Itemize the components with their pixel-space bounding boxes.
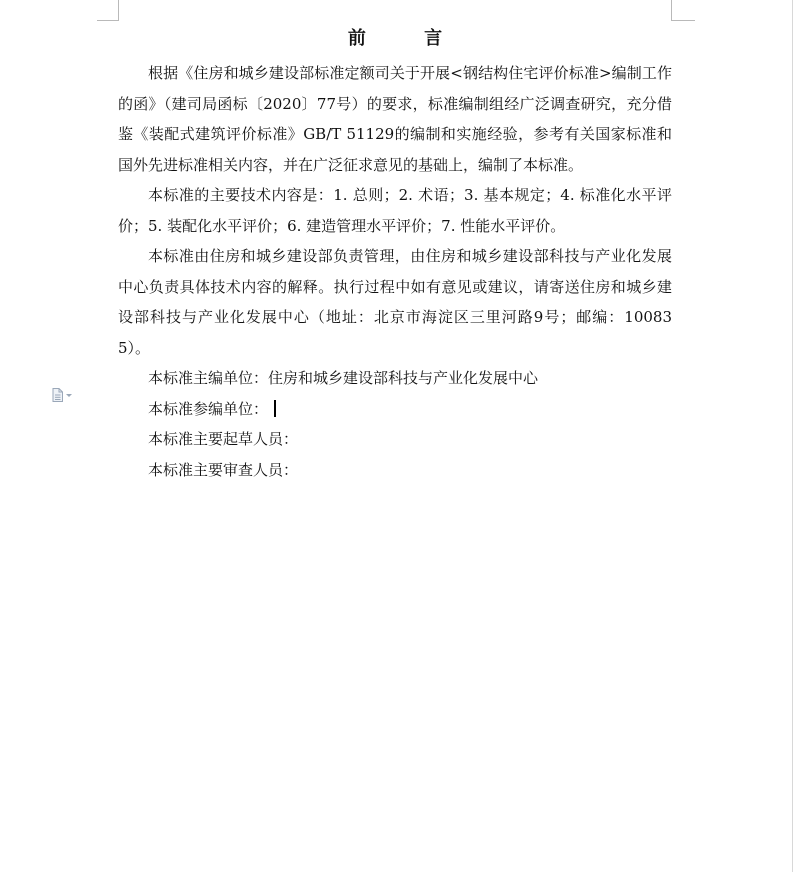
paragraph-participating-units bbox=[118, 394, 672, 425]
crop-mark-top-left-horizontal bbox=[97, 20, 119, 21]
document-body[interactable] bbox=[118, 22, 672, 485]
paragraph-reviewers: 本标准主要审查人员： bbox=[148, 460, 299, 479]
text-cursor bbox=[274, 400, 276, 417]
participating-units-label: 本标准参编单位： bbox=[148, 399, 269, 418]
chevron-down-icon bbox=[66, 394, 72, 397]
crop-mark-top-right-horizontal bbox=[671, 20, 695, 21]
document-icon bbox=[52, 388, 63, 402]
paragraph-menu-button[interactable] bbox=[52, 388, 72, 402]
paragraph-drafters: 本标准主要起草人员： bbox=[148, 430, 299, 448]
paragraph-basis: 根据《住房和城乡建设部标准定额司关于开展<钢结构住宅评价标准>编制工作的函》（建司局函标〔2020〕77号）的要求，标准编制组经广泛调查研究，充分借鉴《装配式建筑评价标准》GB/T 51129的编制和实施经验，参考有关国家标准和国外先进标准相关内容，并在广泛征求意见的基础上，编制了本标准。 bbox=[118, 64, 672, 174]
paragraph-chief-editor: 本标准主编单位：住房和城乡建设部科技与产业化发展中心 bbox=[148, 369, 539, 387]
paragraph-technical-contents: 本标准的主要技术内容是：1. 总则；2. 术语；3. 基本规定；4. 标准化水平评价；5. 装配化水平评价；6. 建造管理水平评价；7. 性能水平评价。 bbox=[118, 186, 672, 235]
page-title: 前 言 bbox=[347, 28, 469, 49]
crop-mark-top-right-vertical bbox=[671, 0, 672, 20]
crop-mark-top-left-vertical bbox=[118, 0, 119, 20]
paragraph-management: 本标准由住房和城乡建设部负责管理，由住房和城乡建设部科技与产业化发展中心负责具体技术内容的解释。执行过程中如有意见或建议，请寄送住房和城乡建设部科技与产业化发展中心（地址：北京市海淀区三里河路9号；邮编：100835）。 bbox=[118, 247, 672, 357]
